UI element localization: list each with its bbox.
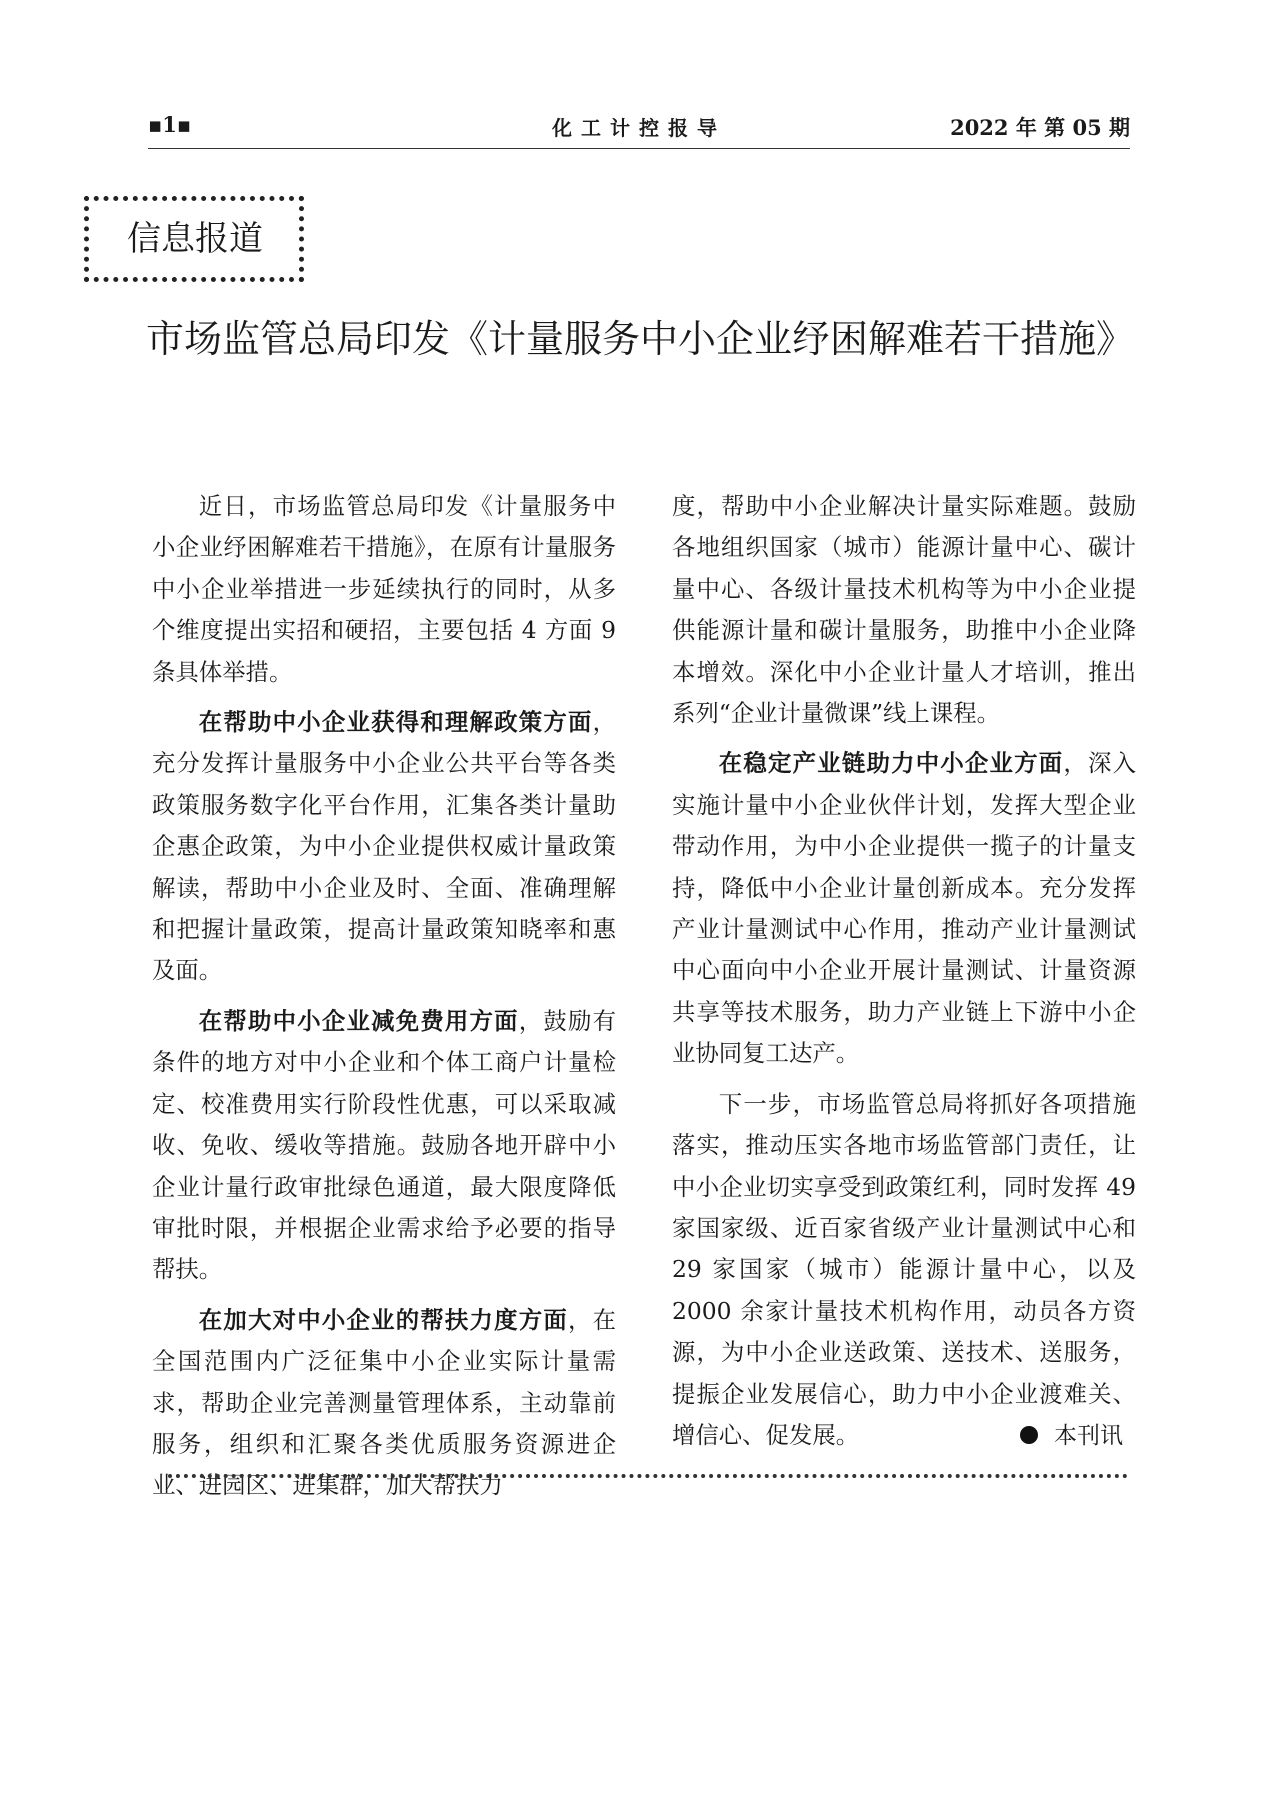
paragraph-lead: 在帮助中小企业获得和理解政策方面 <box>198 708 593 737</box>
right-column <box>672 486 1136 1465</box>
paragraph-lead: 在稳定产业链助力中小企业方面 <box>718 749 1064 778</box>
section-label: 信息报道 <box>84 196 304 282</box>
paragraph: 在加大对中小企业的帮扶力度方面，在全国范围内广泛征集中小企业实际计量需求，帮助企业完善测量管理体系，主动靠前服务，组织和汇聚各类优质服务资源进企业、进园区、进集群，加大帮扶力 <box>152 1305 617 1500</box>
paragraph-lead: 在加大对中小企业的帮扶力度方面 <box>198 1305 568 1334</box>
paragraph-lead: 在帮助中小企业减免费用方面 <box>198 1006 519 1035</box>
paragraph: 在稳定产业链助力中小企业方面，深入实施计量中小企业伙伴计划，发挥大型企业带动作用，为中小企业提供一揽子的计量支持，降低中小企业计量创新成本。充分发挥产业计量测试中心作用，推动产业计量测试中心面向中小企业开展计量测试、计量资源共享等技术服务，助力产业链上下游中小企业协同复工达产。 <box>672 749 1137 1068</box>
paragraph: 在帮助中小企业减免费用方面，鼓励有条件的地方对中小企业和个体工商户计量检定、校准费用实行阶段性优惠，可以采取减收、免收、缓收等措施。鼓励各地开辟中小企业计量行政审批绿色通道，最大限度降低审批时限，并根据企业需求给予必要的指导帮扶。 <box>152 1006 617 1284</box>
page-number: ▪1▪ <box>148 112 192 137</box>
journal-name: 化工计控报导 <box>552 116 726 140</box>
credit-text: 本刊讯 <box>1054 1423 1123 1449</box>
paragraph: 在帮助中小企业获得和理解政策方面，充分发挥计量服务中小企业公共平台等各类政策服务数字化平台作用，汇集各类计量助企惠企政策，为中小企业提供权威计量政策解读，帮助中小企业及时、全面、准确理解和把握计量政策，提高计量政策知晓率和惠及面。 <box>152 708 616 985</box>
paragraph: 近日，市场监管总局印发《计量服务中小企业纾困解难若干措施》，在原有计量服务中小企业举措进一步延续执行的同时，从多个维度提出实招和硬招，主要包括 4 方面 9 条具体举措。 <box>152 492 616 686</box>
bullet-dot-icon <box>1020 1426 1038 1444</box>
dotted-divider <box>168 1474 1128 1478</box>
left-column <box>152 486 616 1516</box>
issue-number: 2022 年 第 05 期 <box>950 115 1130 140</box>
article-credit <box>1020 1417 1123 1450</box>
article-title: 市场监管总局印发《计量服务中小企业纾困解难若干措施》 <box>145 317 1134 361</box>
page-header <box>148 108 1130 149</box>
paragraph: 下一步，市场监管总局将抓好各项措施落实，推动压实各地市场监管部门责任，让中小企业切实享受到政策红利，同时发挥 49 家国家级、近百家省级产业计量测试中心和 29 家国家（城市）能源计量中心，以及 2000 余家计量技术机构作用，动员各方资源，为中小企业送政策、送技术、送服务，提振企业发展信心，助力中小企业渡难关、增信心、促发展。 <box>672 1089 1136 1449</box>
paragraph: 度，帮助中小企业解决计量实际难题。鼓励各地组织国家（城市）能源计量中心、碳计量中心、各级计量技术机构等为中小企业提供能源计量和碳计量服务，助推中小企业降本增效。深化中小企业计量人才培训，推出系列“企业计量微课”线上课程。 <box>672 492 1136 728</box>
